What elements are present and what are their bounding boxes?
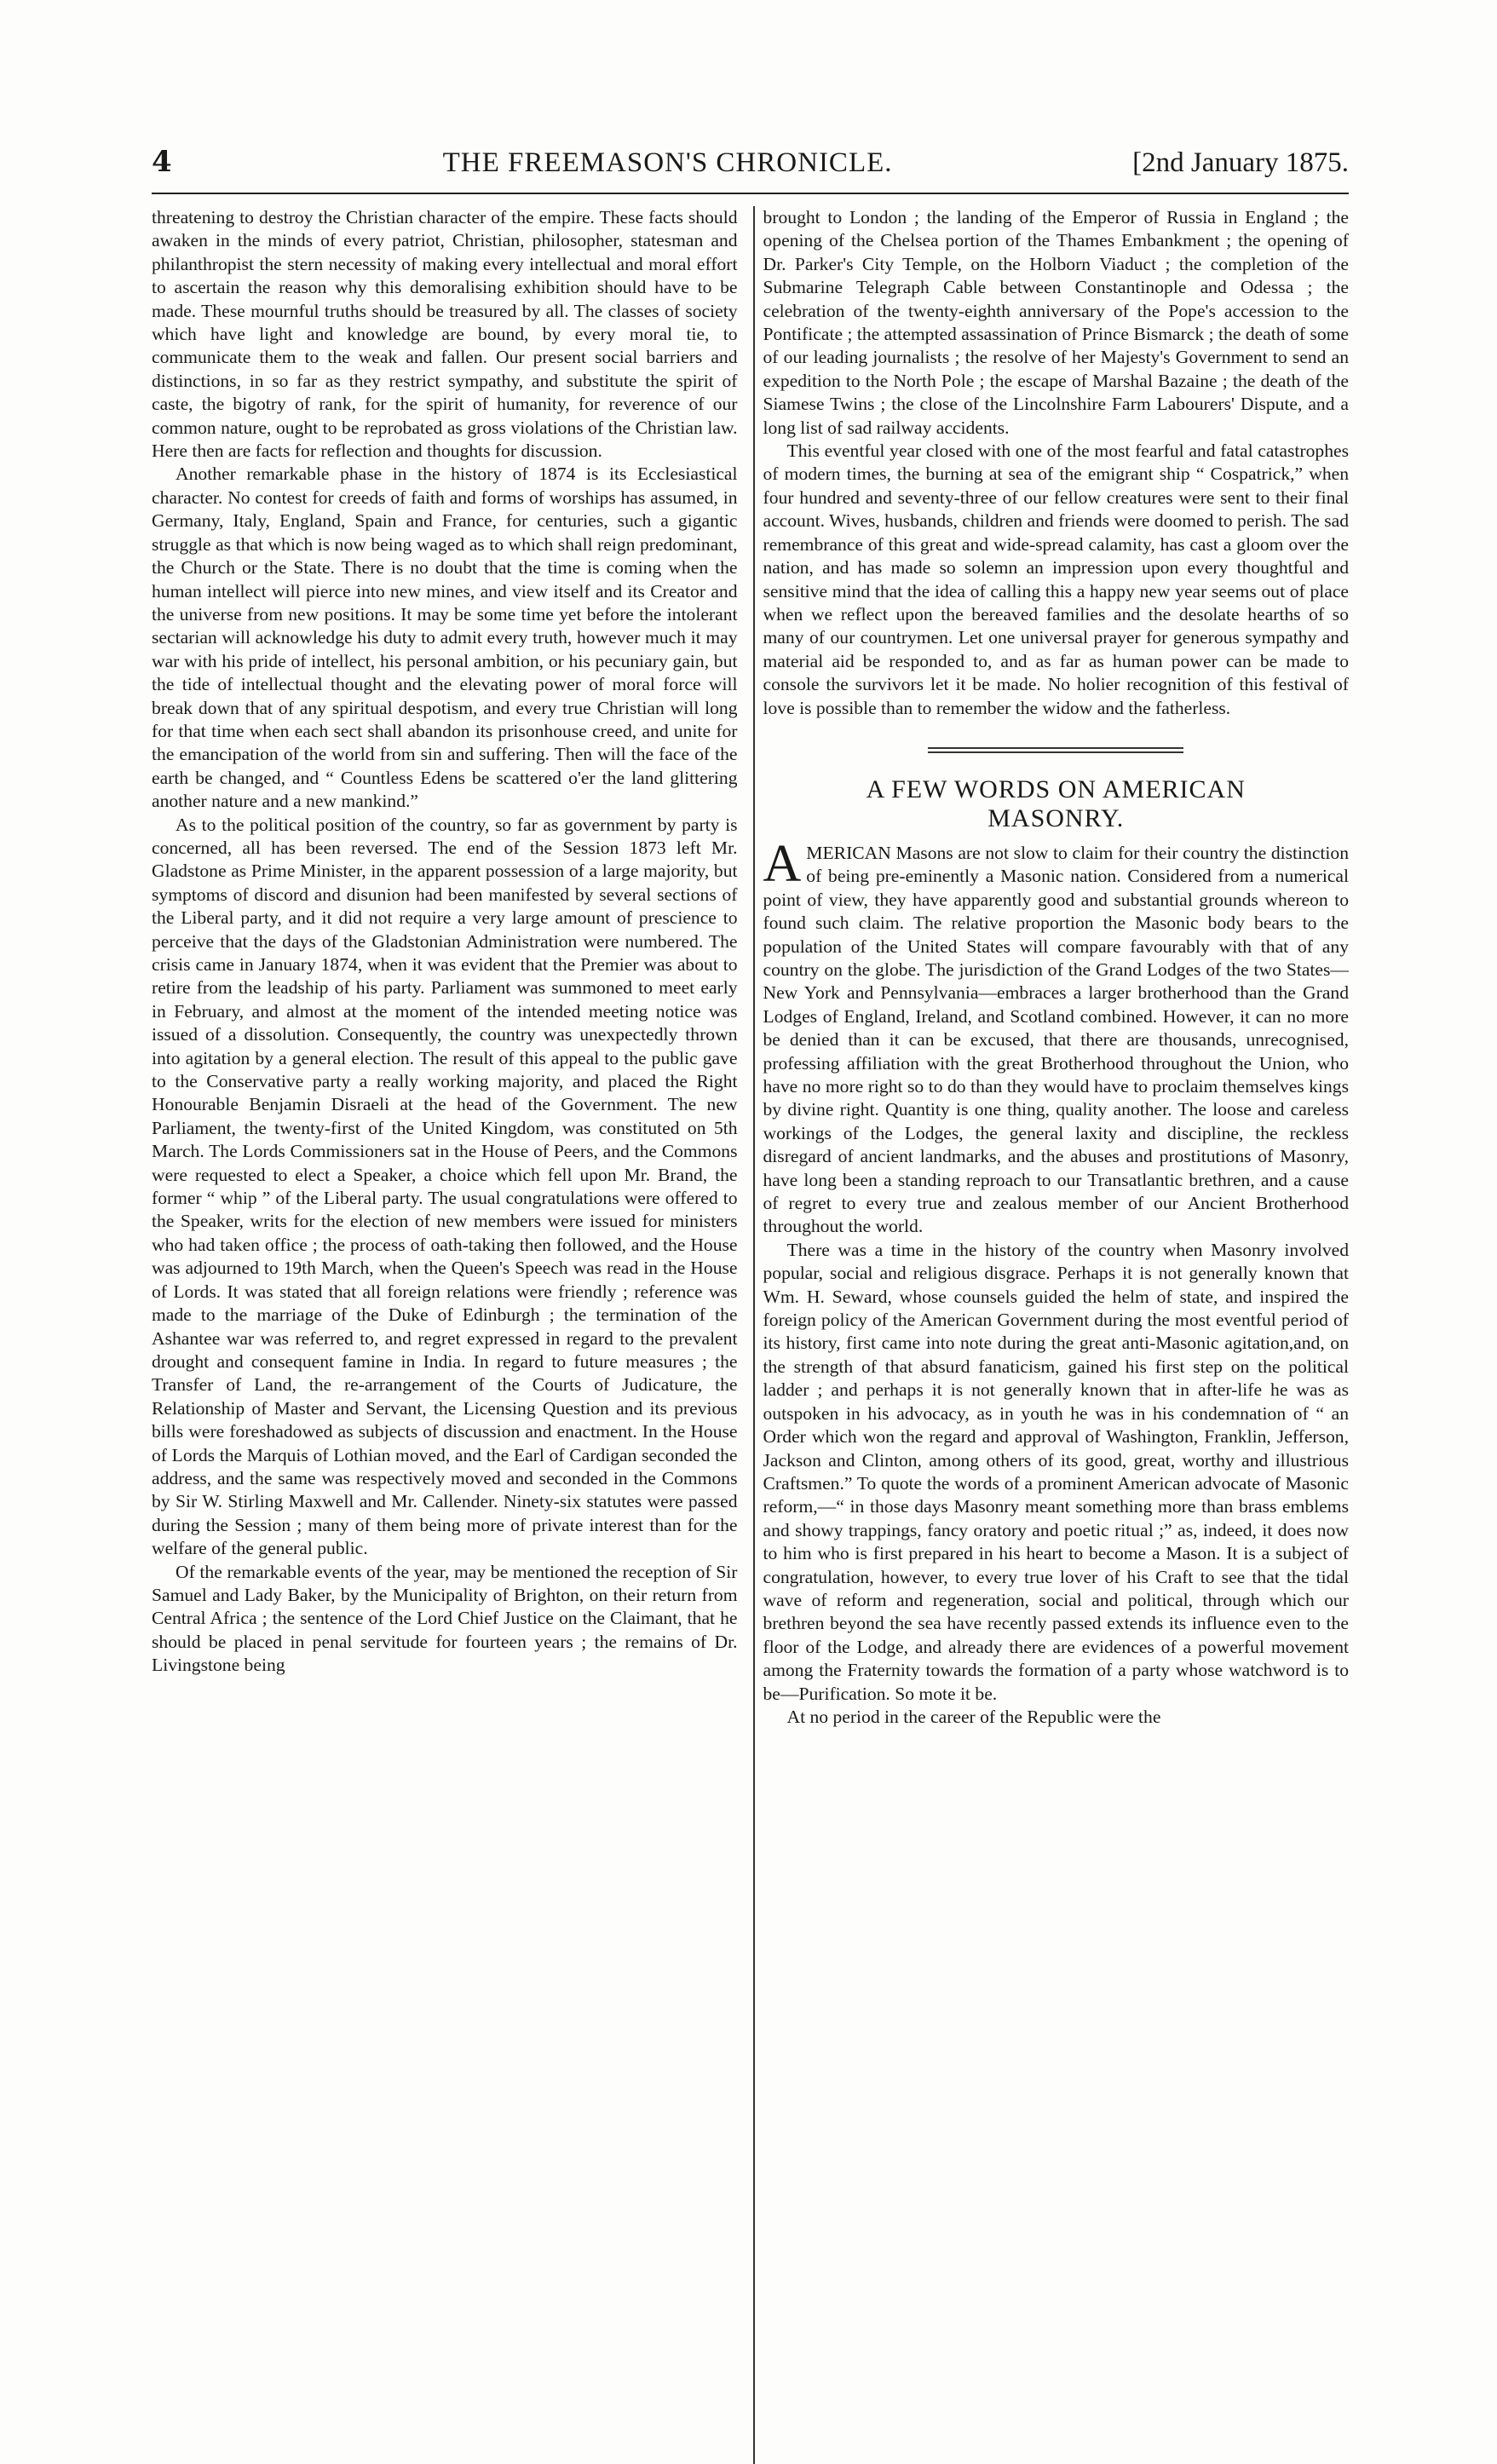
page-number: 4: [152, 145, 172, 179]
right-column: [762, 206, 1350, 2464]
paragraph: Another remarkable phase in the history of 1874 is its Ecclesiastical character. No contest for creeds of faith and forms of worships has assumed, in Germany, Italy, England, Spain and France, for centuries, such a gigantic struggle as that which is now being waged as to which shall reign predominant, the Church or the State. There is no doubt that the time is coming when the human intellect will pierce into new mines, and view itself and its Creator and the universe from new positions. It may be some time yet before the intolerant sectarian will acknowledge his duty to admit every truth, however much it may war with his pride of intellect, his personal ambition, or his pecuniary gain, but the tide of intellectual thought and the elevating power of moral force will break down that of any spiritual despotism, and every true Christian will long for that time when each sect shall abandon its prisonhouse creed, and unite for the emancipation of the world from sin and suffering. Then will the face of the earth be changed, and “ Countless Edens be scattered o'er the land glittering another nature and a new mankind.”: [152, 463, 738, 812]
paragraph: There was a time in the history of the country when Masonry involved popular, social and religious disgrace. Perhaps it is not generally known that Wm. H. Seward, whose counsels guided the helm of state, and inspired the foreign policy of the American Government during the most eventful period of its history, first came into note during the great anti-Masonic agitation,and, on the strength of that absurd fanaticism, gained his first step on the political ladder ; and perhaps it is not generally known that in after-life he was as outspoken in his advocacy, as in youth he was in his condemnation of “ an Order which won the regard and approval of Washington, Franklin, Jefferson, Jackson and Clinton, among others of its good, great, worthy and illustrious Craftsmen.” To quote the words of a prominent American advocate of Masonic reform,—“ in those days Masonry meant something more than brass emblems and showy trappings, fancy oratory and poetic ritual ;” as, indeed, it does now to him who is first prepared in his heart to become a Mason. It is a subject of congratulation, however, to every true lover of his Craft to see that the tidal wave of reform and regeneration, social and political, through which our brethren beyond the sea have recently passed extends its influence even to the floor of the Lodge, and already there are evidences of a powerful movement among the Fraternity towards the formation of a party whose watchword is to be—Purification. So mote it be.: [763, 1239, 1349, 1704]
left-column: [152, 206, 746, 2464]
article-title-line: MASONRY.: [987, 803, 1125, 832]
page-header: [152, 145, 1349, 194]
paragraph: This eventful year closed with one of the most fearful and fatal catastrophes of modern times, the burning at sea of the emigrant ship “ Cospatrick,” when four hundred and seventy-three of our fellow creatures were sent to their final account. Wives, husbands, children and friends were doomed to perish. The sad remembrance of this great and wide-spread calamity, has cast a gloom over the nation, and has made so solemn an impression upon every thoughtful and sensitive mind that the idea of calling this a happy new year seems out of place when we reflect upon the bereaved families and the desolate hearths of so many of our countrymen. Let one universal prayer for generous sympathy and material aid be responded to, and as far as human power can be made to console the survivors let it be made. No holier recognition of this festival of love is possible than to remember the widow and the fatherless.: [763, 440, 1349, 718]
section-separator: [928, 747, 1183, 753]
masthead-title: THE FREEMASON'S CHRONICLE.: [442, 147, 893, 178]
column-divider: [753, 206, 755, 2464]
paragraph: As to the political position of the country, so far as government by party is concerned, all has been reversed. The end of the Session 1873 left Mr. Gladstone as Prime Minister, in the apparent possession of a large majority, but symptoms of discord and disunion had been manifested by several sections of the Liberal party, and it did not require a very large amount of prescience to perceive that the days of the Gladstonian Administration were numbered. The crisis came in January 1874, when it was evident that the Premier was about to retire from the leadship of his party. Parliament was summoned to meet early in February, and almost at the moment of the intended meeting notice was issued of a dissolution. Consequently, the country was unexpectedly thrown into agitation by a general election. The result of this appeal to the public gave to the Conservative party a really working majority, and placed the Right Honourable Benjamin Disraeli at the head of the Government. The new Parliament, the twenty-first of the United Kingdom, was constituted on 5th March. The Lords Commissioners sat in the House of Peers, and the Commons were requested to elect a Speaker, a choice which fell upon Mr. Brand, the former “ whip ” of the Liberal party. The usual congratulations were offered to the Speaker, writs for the election of new members were issued for ministers who had taken office ; the process of oath-taking then followed, and the House was adjourned to 19th March, when the Queen's Speech was read in the House of Lords. It was stated that all foreign relations were friendly ; reference was made to the marriage of the Duke of Edinburgh ; the termination of the Ashantee war was referred to, and regret expressed in regard to the prevalent drought and consequent famine in India. In regard to future measures ; the Transfer of Land, the re-arrangement of the Courts of Judicature, the Relationship of Master and Servant, the Licensing Question and its previous bills were foreshadowed as subjects of discussion and enactment. In the House of Lords the Marquis of Lothian moved, and the Earl of Cardigan seconded the address, and the same was respectively moved and seconded in the Commons by Sir W. Stirling Maxwell and Mr. Callender. Ninety-six statutes were passed during the Session ; many of them being more of private interest than for the welfare of the general public.: [152, 814, 738, 1559]
text-columns: [152, 206, 1349, 2464]
newspaper-page: [152, 145, 1349, 2464]
paragraph: At no period in the career of the Republic were the: [786, 1706, 1161, 1727]
paragraph: Of the remarkable events of the year, may be mentioned the reception of Sir Samuel and Lady Baker, by the Municipality of Brighton, on their return from Central Africa ; the sentence of the Lord Chief Justice on the Claimant, that he should be placed in penal servitude for fourteen years ; the remains of Dr. Livingstone being: [152, 1561, 738, 1676]
paragraph: brought to London ; the landing of the Emperor of Russia in England ; the opening of the Chelsea portion of the Thames Embankment ; the opening of Dr. Parker's City Temple, on the Holborn Viaduct ; the completion of the Submarine Telegraph Cable between Constantinople and Odessa ; the celebration of the twenty-eighth anniversary of the Pope's accession to the Pontificate ; the attempted assassination of Prince Bismarck ; the death of some of our leading journalists ; the resolve of her Majesty's Government to send an expedition to the North Pole ; the escape of Marshal Bazaine ; the death of the Siamese Twins ; the close of the Lincolnshire Farm Labourers' Dispute, and a long list of sad railway accidents.: [763, 207, 1349, 438]
article-lead-paragraph: [763, 834, 1350, 1239]
article-title: [763, 775, 1350, 833]
issue-date: [2nd January 1875.: [1132, 147, 1349, 178]
drop-cap: A: [763, 834, 802, 893]
lead-text: MERICAN Masons are not slow to claim for their country the distinction of being pre-eminently a Masonic nation. Considered from a numerical point of view, they have apparently good and substantial grounds whereon to found such claim. The relative proportion the Masonic body bears to the population of the United States will compare favourably with that of any country on the globe. The jurisdiction of the Grand Lodges of the two States—New York and Pennsylvania—embraces a larger brotherhood than the Grand Lodges of England, Ireland, and Scotland combined. However, it can no more be denied than it can be excused, that there are thousands, unrecognised, professing affiliation with the great Brotherhood throughout the Union, who have no more right so to do than they would have to proclaim themselves kings by divine right. Quantity is one thing, quality another. The loose and careless workings of the Lodges, the general laxity and discipline, the reckless disregard of ancient landmarks, and the abuses and prostitutions of Masonry, have long been a standing reproach to our Transatlantic brethren, and a cause of regret to every true and zealous member of our Ancient Brotherhood throughout the world.: [763, 842, 1349, 1237]
article-title-line: A FEW WORDS ON AMERICAN: [866, 774, 1246, 803]
paragraph: threatening to destroy the Christian character of the empire. These facts should awaken in the minds of every patriot, Christian, philosopher, statesman and philanthropist the stern necessity of making every intellectual and moral effort to ascertain the reason why this demoralising exhibition should have to be made. These mournful truths should be treasured by all. The classes of society which have light and knowledge are bound, by every moral tie, to communicate them to the weak and fallen. Our present social barriers and distinctions, in so far as they restrict sympathy, and substitute the spirit of caste, the bigotry of rank, for the spirit of humanity, for reverence of our common nature, ought to be reprobated as gross violations of the Christian law. Here then are facts for reflection and thoughts for discussion.: [152, 207, 738, 462]
